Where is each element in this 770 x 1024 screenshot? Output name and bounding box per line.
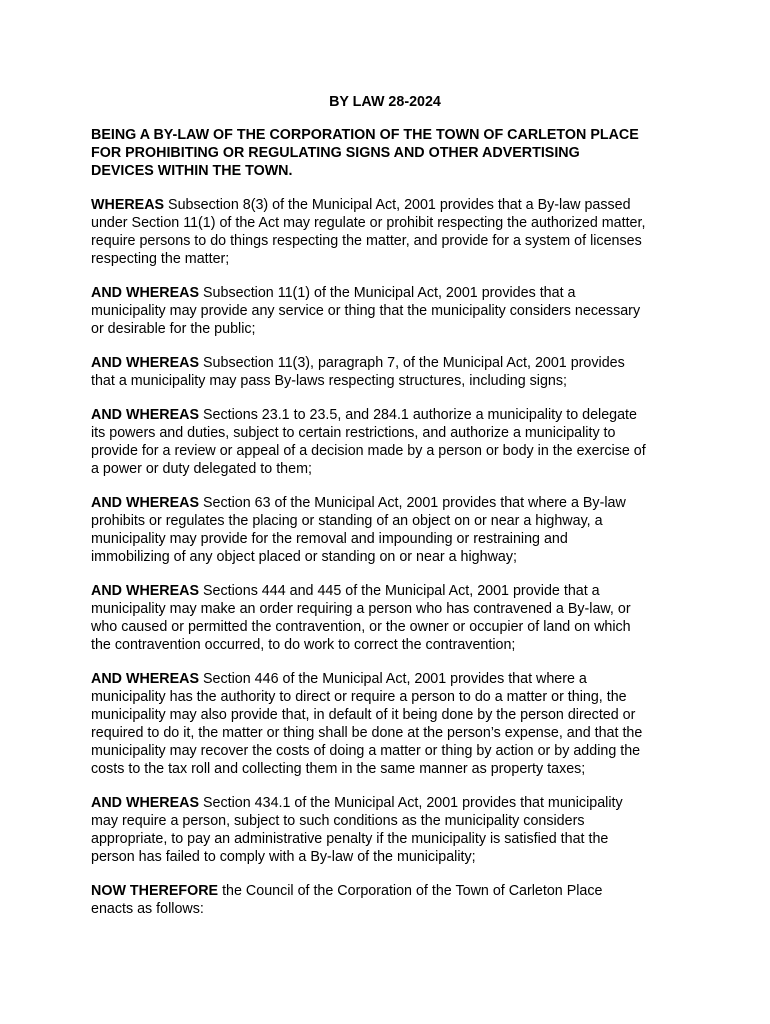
clause-text: Subsection 11(3), paragraph 7, of the Municipal Act, 2001 provides [199,355,625,371]
clause-line: its powers and duties, subject to certain restrictions, and authorize a municipality to [91,425,616,441]
clause-lead: AND WHEREAS [91,355,200,371]
clause-line [91,670,681,688]
bylaw-heading [91,126,681,180]
bylaw-title: BY LAW 28-2024 [329,94,441,110]
heading-line: BEING A BY-LAW OF THE CORPORATION OF THE TOWN OF CARLETON PLACE [91,127,639,143]
whereas-clause [91,406,681,478]
whereas-clause [91,794,681,866]
clause-line: under Section 11(1) of the Act may regulate or prohibit respecting the authorized matter, [91,215,646,231]
clause-line [91,196,681,214]
clause-text: the Council of the Corporation of the Town of Carleton Place [218,883,603,899]
clause-line: require persons to do things respecting the matter, and provide for a system of licenses [91,233,642,249]
whereas-clause [91,354,681,390]
clause-lead: AND WHEREAS [91,407,200,423]
clause-line: appropriate, to pay an administrative penalty if the municipality is satisfied that the [91,831,609,847]
clause-line [91,494,681,512]
clause-line: municipality has the authority to direct or require a person to do a matter or thing, the [91,689,627,705]
clause-text: Subsection 11(1) of the Municipal Act, 2001 provides that a [199,285,576,301]
clause-line [91,882,681,900]
clause-lead: AND WHEREAS [91,671,200,687]
clause-line: may require a person, subject to such conditions as the municipality considers [91,813,585,829]
whereas-clause [91,582,681,654]
clause-line: municipality may provide any service or thing that the municipality considers necessary [91,303,641,319]
clause-line: immobilizing of any object placed or standing on or near a highway; [91,549,517,565]
clause-line: who caused or permitted the contravention, or the owner or occupier of land on which [91,619,631,635]
clause-line: prohibits or regulates the placing or standing of an object on or near a highway, a [91,513,603,529]
clause-lead: AND WHEREAS [91,795,200,811]
clause-lead: AND WHEREAS [91,285,200,301]
document-body [91,126,681,918]
clause-text: Subsection 8(3) of the Municipal Act, 2001 provides that a By-law passed [164,197,631,213]
clause-lead: AND WHEREAS [91,583,200,599]
clause-line: or desirable for the public; [91,321,256,337]
enacting-clause [91,882,681,918]
whereas-clause [91,284,681,338]
clause-line: municipality may make an order requiring a person who has contravened a By-law, or [91,601,631,617]
clause-line: the contravention occurred, to do work to correct the contravention; [91,637,516,653]
heading-line: DEVICES WITHIN THE TOWN. [91,163,293,179]
clause-line: municipality may also provide that, in default of it being done by the person directed or [91,707,636,723]
clause-line [91,406,681,424]
clause-lead: WHEREAS [91,197,165,213]
clause-line [91,582,681,600]
clause-line: a power or duty delegated to them; [91,461,312,477]
clause-lead: AND WHEREAS [91,495,200,511]
whereas-clause [91,494,681,566]
clause-line [91,794,681,812]
clause-line: costs to the tax roll and collecting them in the same manner as property taxes; [91,761,586,777]
clause-lead: NOW THEREFORE [91,883,219,899]
clause-line: enacts as follows: [91,901,204,917]
clause-line [91,354,681,372]
clause-text: Section 446 of the Municipal Act, 2001 provides that where a [199,671,587,687]
clause-text: Section 63 of the Municipal Act, 2001 provides that where a By-law [199,495,626,511]
clause-line: person has failed to comply with a By-law of the municipality; [91,849,476,865]
clause-text: Section 434.1 of the Municipal Act, 2001 provides that municipality [199,795,623,811]
clause-text: Sections 444 and 445 of the Municipal Act, 2001 provide that a [199,583,600,599]
clause-line: respecting the matter; [91,251,230,267]
heading-line: FOR PROHIBITING OR REGULATING SIGNS AND OTHER ADVERTISING [91,145,580,161]
clause-line: that a municipality may pass By-laws respecting structures, including signs; [91,373,567,389]
clause-line: required to do it, the matter or thing shall be done at the person’s expense, and that the [91,725,643,741]
clause-line: municipality may recover the costs of doing a matter or thing by action or by adding the [91,743,641,759]
whereas-clause [91,670,681,778]
clause-line: municipality may provide for the removal and impounding or restraining and [91,531,568,547]
whereas-clause [91,196,681,268]
clause-text: Sections 23.1 to 23.5, and 284.1 authorize a municipality to delegate [199,407,637,423]
clause-line [91,284,681,302]
clause-line: provide for a review or appeal of a decision made by a person or body in the exercise of [91,443,646,459]
